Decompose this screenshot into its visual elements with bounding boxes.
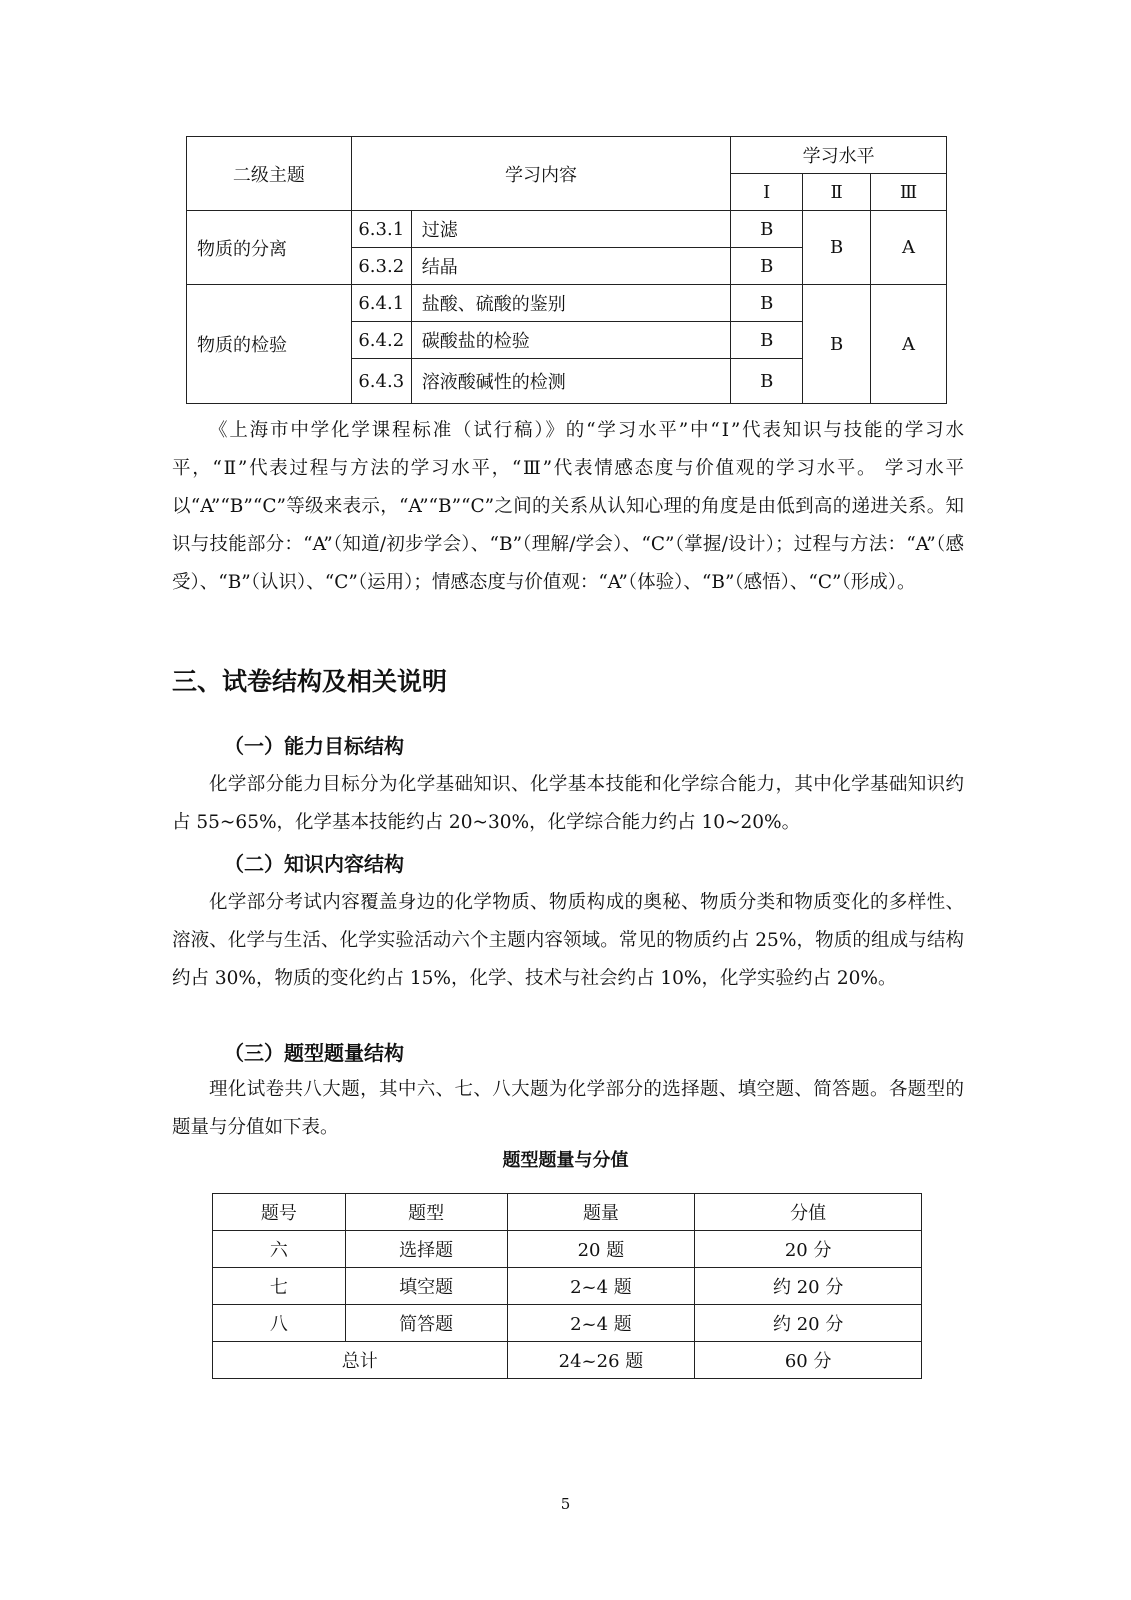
table-row: [213, 1268, 922, 1305]
header-cell: 题号: [213, 1194, 346, 1231]
level-1-cell: B: [731, 211, 803, 248]
cell: 六: [213, 1231, 346, 1268]
cell: 2~4 题: [507, 1268, 695, 1305]
cell: 简答题: [345, 1305, 507, 1342]
subsection-title-knowledge: （二）知识内容结构: [224, 852, 404, 876]
code-cell: 6.4.3: [351, 359, 411, 404]
ability-paragraph: 化学部分能力目标分为化学基础知识、化学基本技能和化学综合能力，其中化学基础知识约占 55~65%，化学基本技能约占 20~30%，化学综合能力约占 10~20%。: [172, 774, 964, 833]
table-total-row: [213, 1342, 922, 1379]
learning-level-table: [186, 136, 947, 404]
header-topic: 二级主题: [187, 137, 352, 211]
content-cell: 盐酸、硫酸的鉴别: [411, 285, 731, 322]
content-cell: 结晶: [411, 248, 731, 285]
subsection-title-ability: （一）能力目标结构: [224, 734, 404, 758]
content-cell: 过滤: [411, 211, 731, 248]
question-types-paragraph: 理化试卷共八大题，其中六、七、八大题为化学部分的选择题、填空题、简答题。各题型的题量与分值如下表。: [172, 1079, 964, 1138]
cell: 20 分: [695, 1231, 922, 1268]
page-number: 5: [560, 1495, 571, 1513]
content-cell: 溶液酸碱性的检测: [411, 359, 731, 404]
cell: 约 20 分: [695, 1305, 922, 1342]
header-cell: 题量: [507, 1194, 695, 1231]
table-caption: 题型题量与分值: [502, 1150, 629, 1171]
header-content: 学习内容: [351, 137, 731, 211]
section-title: 三、试卷结构及相关说明: [172, 667, 448, 696]
topic-cell: 物质的分离: [187, 211, 352, 285]
content-cell: 碳酸盐的检验: [411, 322, 731, 359]
cell: 七: [213, 1268, 346, 1305]
header-cell: 分值: [695, 1194, 922, 1231]
code-cell: 6.3.1: [351, 211, 411, 248]
cell: 2~4 题: [507, 1305, 695, 1342]
cell: 填空题: [345, 1268, 507, 1305]
cell: 20 题: [507, 1231, 695, 1268]
cell: 约 20 分: [695, 1268, 922, 1305]
header-level: 学习水平: [731, 137, 947, 174]
table-row: [187, 285, 947, 322]
table-row: [187, 211, 947, 248]
level-note-paragraph: 《上海市中学化学课程标准（试行稿）》的“学习水平”中“Ⅰ”代表知识与技能的学习水平，“Ⅱ”代表过程与方法的学习水平，“Ⅲ”代表情感态度与价值观的学习水平。 学习水平以“A”“B”“C”等级来表示，“A”“B”“C”之间的关系从认知心理的角度是由低到高的递进关系。知识与技能部分：“A”（知道/初步学会）、“B”（理解/学会）、“C”（掌握/设计）；过程与方法：“A”（感受）、“B”（认识）、“C”（运用）；情感态度与价值观：“A”（体验）、“B”（感悟）、“C”（形成）。: [172, 420, 964, 593]
topic-cell: 物质的检验: [187, 285, 352, 404]
level-2-cell: B: [803, 285, 871, 404]
table-row: [213, 1305, 922, 1342]
knowledge-paragraph: 化学部分考试内容覆盖身边的化学物质、物质构成的奥秘、物质分类和物质变化的多样性、溶液、化学与生活、化学实验活动六个主题内容领域。常见的物质约占 25%，物质的组成与结构约占 30%，物质的变化约占 15%，化学、技术与社会约占 10%，化学实验约占 20%。: [172, 892, 964, 989]
total-count-cell: 24~26 题: [507, 1342, 695, 1379]
header-level-2: Ⅱ: [803, 174, 871, 211]
total-label-cell: 总计: [213, 1342, 508, 1379]
header-level-3: Ⅲ: [871, 174, 947, 211]
question-type-table: [212, 1193, 922, 1379]
level-3-cell: A: [871, 211, 947, 285]
table-row: [213, 1231, 922, 1268]
header-cell: 题型: [345, 1194, 507, 1231]
cell: 八: [213, 1305, 346, 1342]
level-1-cell: B: [731, 285, 803, 322]
level-2-cell: B: [803, 211, 871, 285]
table-header-row: [213, 1194, 922, 1231]
level-1-cell: B: [731, 248, 803, 285]
header-level-1: Ⅰ: [731, 174, 803, 211]
level-3-cell: A: [871, 285, 947, 404]
code-cell: 6.4.1: [351, 285, 411, 322]
subsection-title-question-types: （三）题型题量结构: [224, 1041, 404, 1065]
cell: 选择题: [345, 1231, 507, 1268]
level-1-cell: B: [731, 359, 803, 404]
total-score-cell: 60 分: [695, 1342, 922, 1379]
level-1-cell: B: [731, 322, 803, 359]
code-cell: 6.3.2: [351, 248, 411, 285]
code-cell: 6.4.2: [351, 322, 411, 359]
